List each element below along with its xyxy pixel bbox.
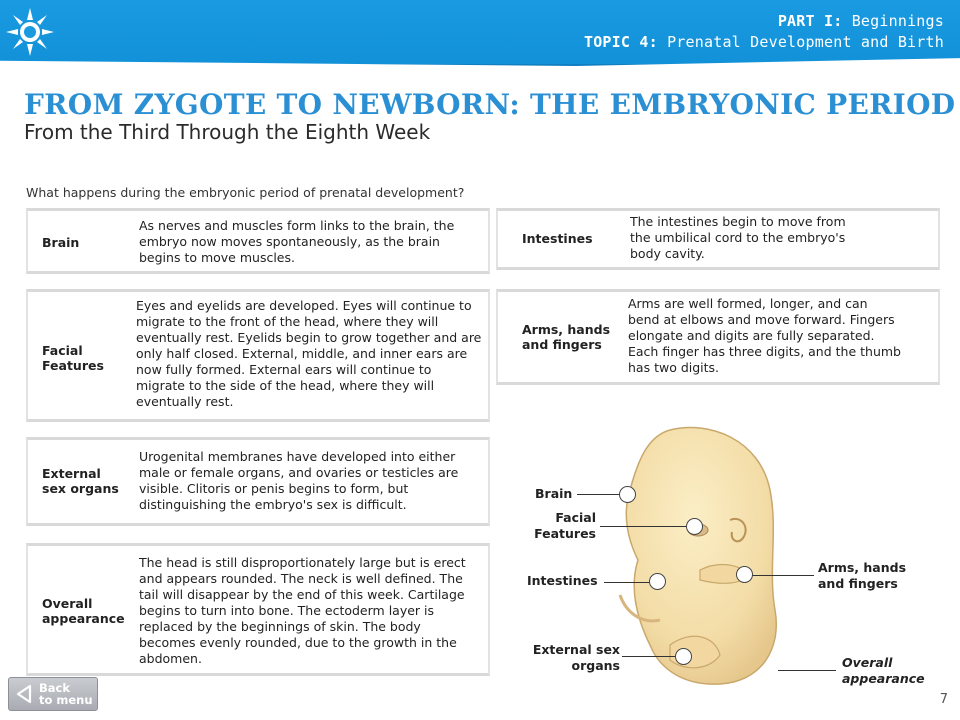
card-text: Eyes and eyelids are developed. Eyes will continue to migrate to the front of the head, where they will eventually rest. Eyelids begin to grow together and are only half closed. External, middle, and inner ears are now fully formed. External ears will continue to migrate to the side of the head, where they will eventually rest. [136,298,482,409]
diagram-label-arms: Arms, hands and fingers [818,560,907,591]
card-arms-hands-fingers [496,289,940,385]
card-intestines [496,208,940,270]
card-label: Overall appearance [42,596,125,626]
facial-features-marker [686,518,703,535]
diagram-label-overall: Overall appearance [842,655,925,686]
question-text: What happens during the embryonic period of prenatal development? [26,185,465,200]
arms-leader-line [752,575,814,576]
diagram-label-sex-organs: External sex organs [532,642,620,673]
overall-leader-line [778,670,836,671]
topic-label: TOPIC 4: [583,33,658,51]
topic-heading [584,33,944,51]
sex-organs-leader-line [622,656,676,657]
back-label-line2: to menu [39,693,93,707]
card-brain [26,208,490,274]
card-text: Urogenital membranes have developed into either male or female organs, and ovaries or testicles are visible. Clitoris or penis begins to form, but distinguishing the embryo's sex is difficult. [139,449,459,512]
card-label: Facial Features [42,343,104,373]
card-label: Brain [42,235,80,250]
card-text: The head is still disproportionately large but is erect and appears rounded. The neck is well defined. The tail will disappear by the end of this week. Cartilage begins to turn into bone. The ectoderm layer is replaced by the beginnings of skin. The body becomes evenly rounded, due to the growth in the abdomen. [139,555,466,666]
back-label-line1: Back [39,681,70,695]
page-subtitle: From the Third Through the Eighth Week [24,120,431,144]
card-label: Intestines [522,231,593,246]
intestines-leader-line [604,582,650,583]
sun-logo-icon [4,6,56,58]
part-heading [778,12,944,30]
intestines-marker [649,573,666,590]
card-facial-features [26,289,490,422]
arms-marker [736,566,753,583]
card-text: The intestines begin to move from the umbilical cord to the embryo's body cavity. [630,214,846,261]
card-text: Arms are well formed, longer, and can bend at elbows and move forward. Fingers elongate and digits are fully separated. Each finger has three digits, and the thumb has two digits. [628,296,901,375]
part-label: PART I: [777,12,843,30]
page-number: 7 [939,692,948,707]
card-overall-appearance [26,543,490,676]
back-button-label [39,682,93,706]
card-label: Arms, hands and fingers [522,322,611,352]
sex-organs-marker [675,648,692,665]
brain-marker [619,486,636,503]
diagram-label-facial: Facial Features [534,510,596,541]
facial-leader-line [600,526,686,527]
embryo-illustration [600,420,800,690]
card-text: As nerves and muscles form links to the brain, the embryo now moves spontaneously, as the brain begins to move muscles. [139,218,455,265]
diagram-label-brain: Brain [535,486,573,501]
card-external-sex-organs [26,437,490,526]
back-to-menu-button[interactable] [8,677,98,711]
brain-leader-line [577,494,621,495]
part-value: Beginnings [851,12,944,30]
diagram-label-intestines: Intestines [527,573,598,588]
page-title: FROM ZYGOTE TO NEWBORN: THE EMBRYONIC PERIOD [24,88,956,121]
card-label: External sex organs [42,466,119,496]
topic-value: Prenatal Development and Birth [667,33,944,51]
back-arrow-icon [13,682,37,706]
